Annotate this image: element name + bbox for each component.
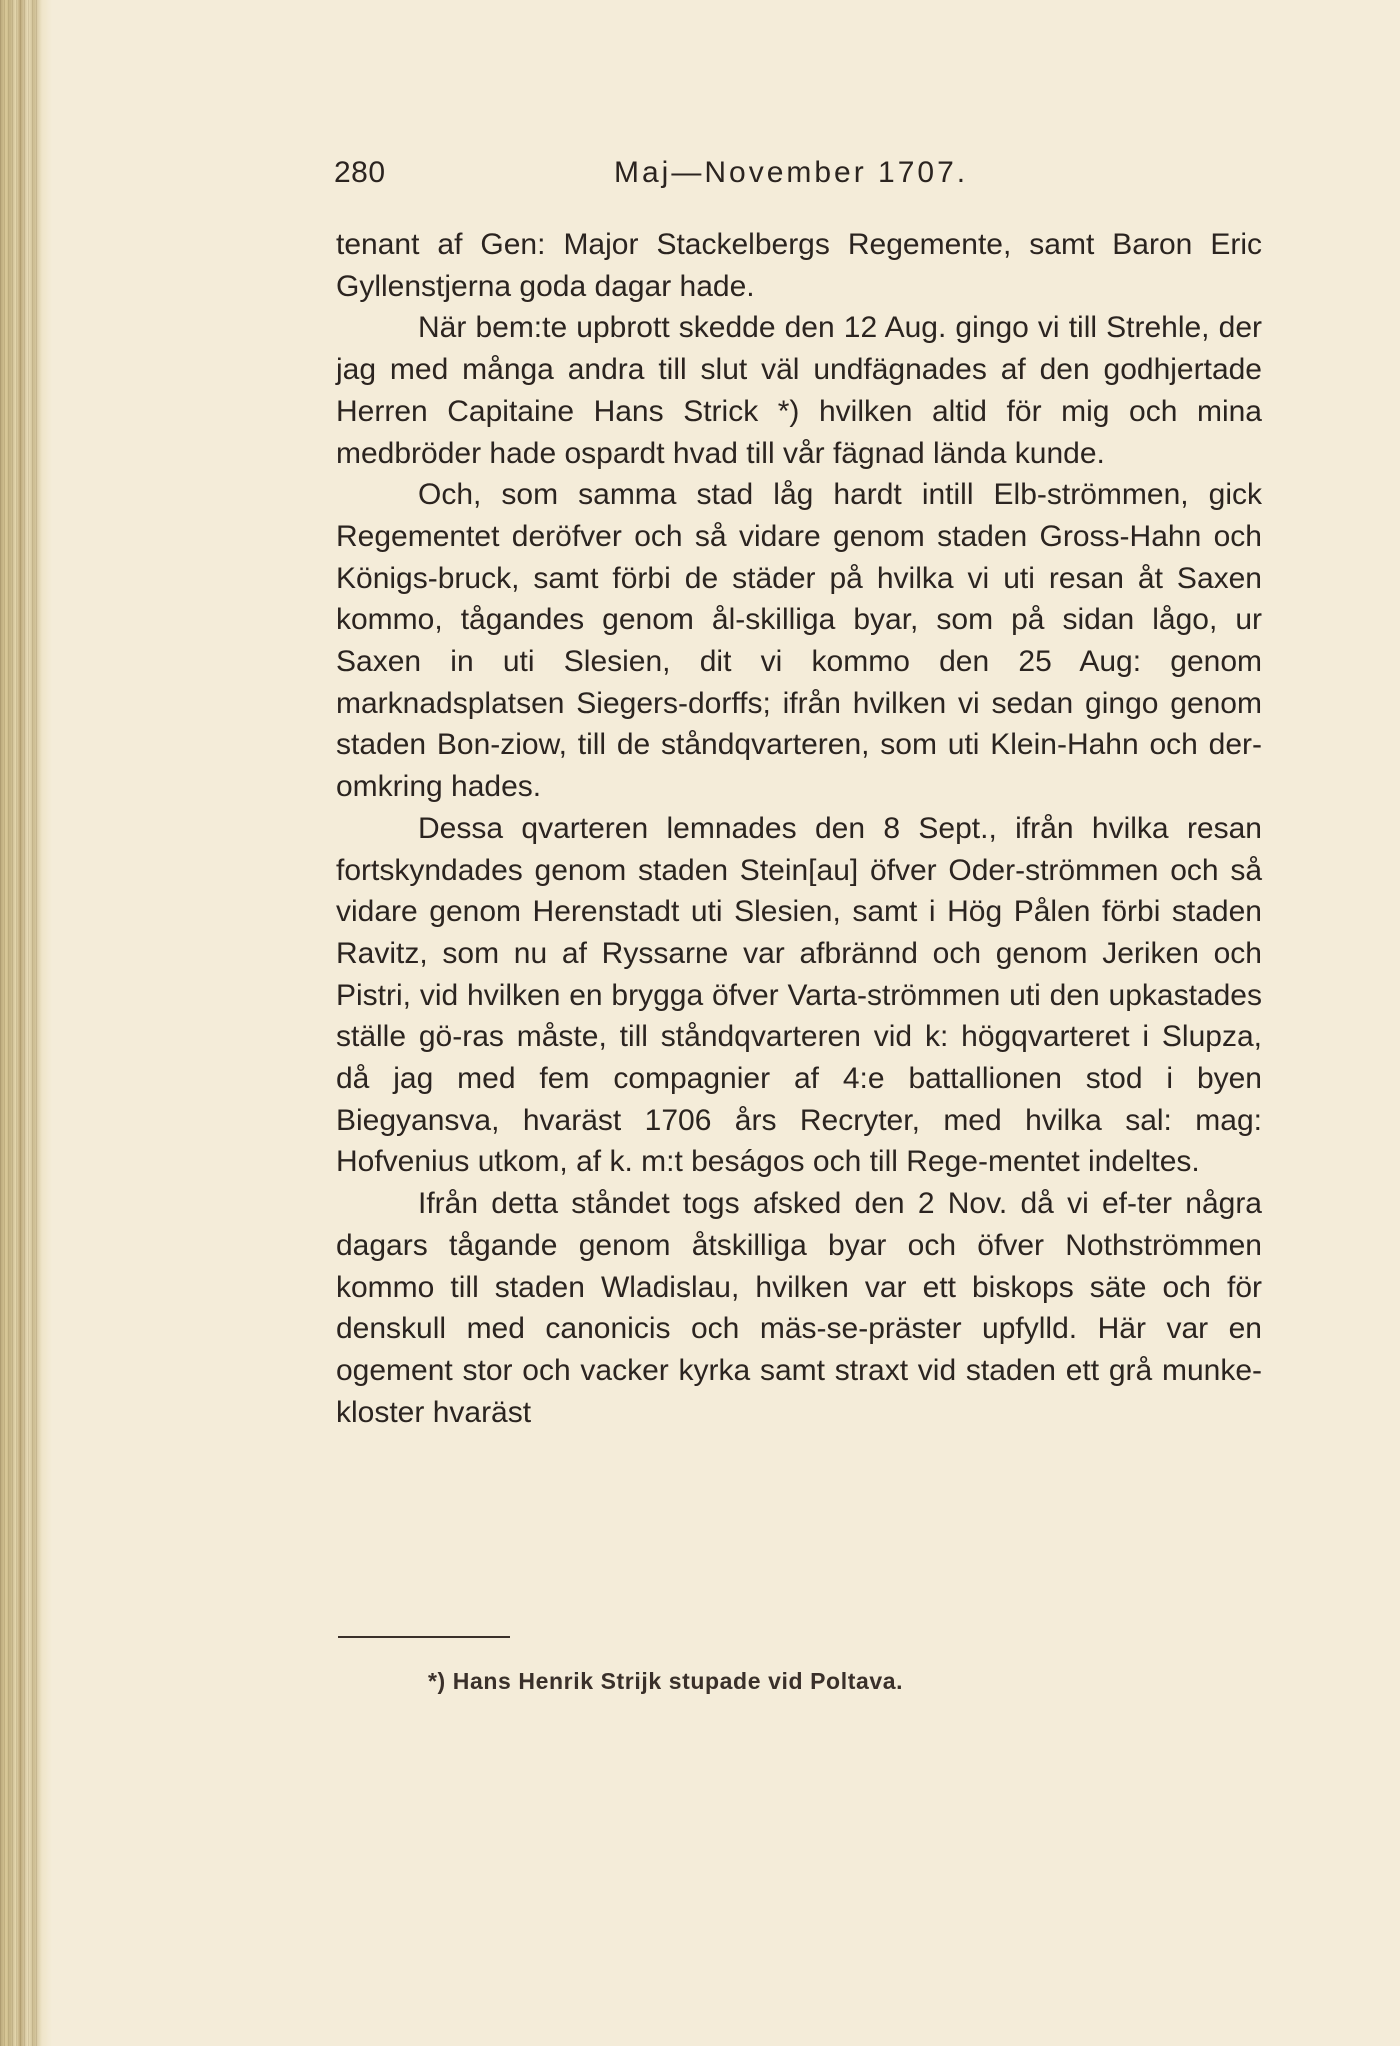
paragraph: Dessa qvarteren lemnades den 8 Sept., ifrån hvilka resan fortskyndades genom staden Stein[au] öfver Oder-strömmen och så vidare genom Herenstadt uti Slesien, samt i Hög Pålen förbi staden Ravitz, som nu af Ryssarne var afbrännd och genom Jeriken och Pistri, vid hvilken en brygga öfver Varta-strömmen uti den upkastades ställe gö-ras måste, till ståndqvarteren vid k: högqvarteret i Slupza, då jag med fem compagnier af 4:e battallionen stod i byen Biegyansva, hvaräst 1706 års Recryter, med hvilka sal: mag: Hofvenius utkom, af k. m:t beságos och till Rege-mentet indeltes. [336,811,1262,1179]
footnote-divider [338,1636,510,1638]
running-title: Maj—November 1707. [614,156,969,189]
paragraph: tenant af Gen: Major Stackelbergs Regemente, samt Baron Eric Gyllenstjerna goda dagar hade. [336,228,1262,303]
footnote: *) Hans Henrik Strijk stupade vid Poltava. [428,1668,904,1694]
paragraph: När bem:te upbrott skedde den 12 Aug. gingo vi till Strehle, der jag med många andra till slut väl undfägnades af den godhjertade Herren Capitaine Hans Strick *) hvilken altid för mig och mina medbröder hade ospardt hvad till vår fägnad lända kunde. [336,311,1262,470]
paragraph: Och, som samma stad låg hardt intill Elb-strömmen, gick Regementet deröfver och så vidare genom staden Gross-Hahn och Königs-bruck, samt förbi de städer på hvilka vi uti resan åt Saxen kommo, tågandes genom ål-skilliga byar, som på sidan lågo, ur Saxen in uti Slesien, dit vi kommo den 25 Aug: genom marknadsplatsen Siegers-dorffs; ifrån hvilken vi sedan gingo genom staden Bon-ziow, till de ståndqvarteren, som uti Klein-Hahn och der-omkring hades. [336,478,1262,804]
paragraph: Ifrån detta ståndet togs afsked den 2 Nov. då vi ef-ter några dagars tågande genom åtskilliga byar och öfver Nothströmmen kommo till staden Wladislau, hvilken var ett biskops säte och för denskull med canonicis och mäs-se-präster upfylld. Här var en ogement stor och vacker kyrka samt straxt vid staden ett grå munke-kloster hvaräst [336,1187,1262,1429]
body-text [336,224,1262,1433]
running-head [334,156,1264,196]
page-number: 280 [334,156,386,189]
